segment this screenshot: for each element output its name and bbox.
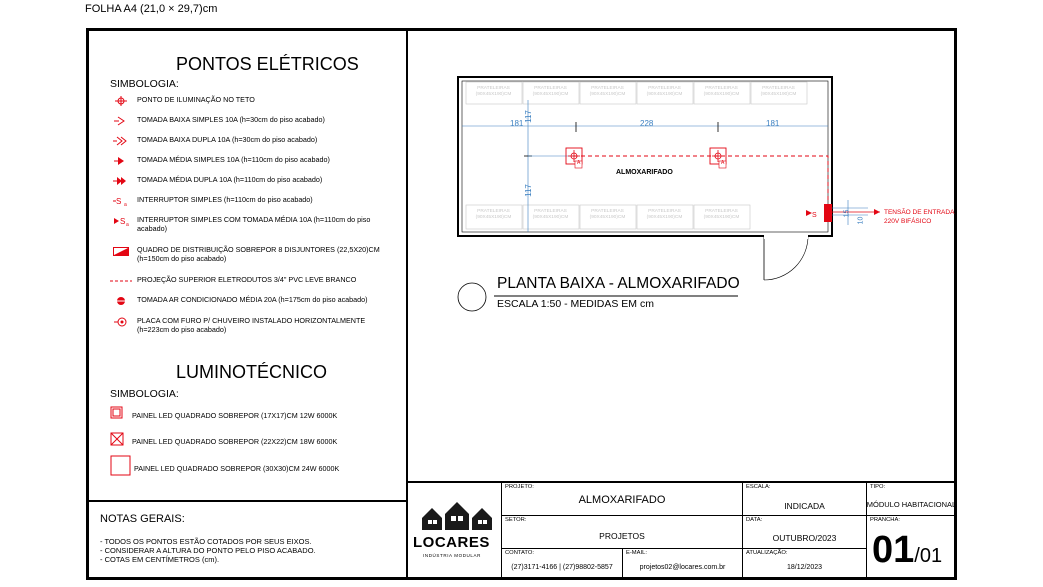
escala-value: INDICADA xyxy=(784,501,825,511)
shelf-label: PRATELEIRAS (90X45X190)CM xyxy=(532,86,569,97)
shelf-label: PRATELEIRAS (90X45X190)CM xyxy=(703,86,740,97)
atualizacao-label: ATUALIZAÇÃO: xyxy=(746,550,788,556)
light-point-icon xyxy=(110,96,132,106)
shelf-label: PRATELEIRAS (90X45X190)CM xyxy=(589,86,626,97)
legend-row xyxy=(110,317,397,334)
shelf-label: PRATELEIRAS (90X45X190)CM xyxy=(703,209,740,220)
prancha-num: 01 xyxy=(872,529,915,571)
dim-side-b: 10 xyxy=(857,216,865,225)
prancha-label: PRANCHA: xyxy=(870,517,900,523)
room-label: ALMOXARIFADO xyxy=(616,169,673,176)
shelf-label: PRATELEIRAS (90X45X190)CM xyxy=(589,209,626,220)
shelf-label: PRATELEIRAS (90X45X190)CM xyxy=(532,209,569,220)
projeto-label: PROJETO: xyxy=(505,484,534,490)
switch-socket-icon xyxy=(110,216,132,226)
shelf-label: PRATELEIRAS (90X45X190)CM xyxy=(475,86,512,97)
dim-v-top: 117 xyxy=(523,110,533,123)
legend-row xyxy=(110,432,337,451)
light-tag-2: A xyxy=(721,160,725,166)
switch-icon xyxy=(110,196,132,206)
shelf-label: PRATELEIRAS (90X45X190)CM xyxy=(646,209,683,220)
legend-text: PLACA COM FURO P/ CHUVEIRO INSTALADO HORIZONTALMENTE (h=223cm do piso acabado) xyxy=(137,316,366,334)
tb-v3 xyxy=(866,482,867,578)
led-panel-30-icon xyxy=(110,455,132,482)
entrada-line1: TENSÃO DE ENTRADA xyxy=(884,209,955,216)
eletricos-simbologia: SIMBOLOGIA: xyxy=(110,78,179,90)
legend-text: PONTO DE ILUMINAÇÃO NO TETO xyxy=(137,95,255,104)
atualizacao-value: 18/12/2023 xyxy=(786,564,823,571)
sheet-size-label: FOLHA A4 (21,0 × 29,7)cm xyxy=(85,3,218,15)
legend-row xyxy=(110,196,313,206)
legend-text: PAINEL LED QUADRADO SOBREPOR (22X22)CM 18W 6000K xyxy=(132,437,338,446)
notas-line: - CONSIDERAR A ALTURA DO PONTO PELO PISO ACABADO. xyxy=(100,546,316,555)
data-label: DATA: xyxy=(746,517,763,523)
luminotecnico-title: LUMINOTÉCNICO xyxy=(176,362,328,382)
plan-title: PLANTA BAIXA - ALMOXARIFADO xyxy=(497,275,740,292)
dim-right: 181 xyxy=(766,119,780,128)
legend-row xyxy=(110,276,356,286)
data-value: OUTUBRO/2023 xyxy=(772,533,837,543)
eletricos-title: PONTOS ELÉTRICOS xyxy=(176,54,359,74)
legend-row xyxy=(110,116,325,126)
entrada-line2: 220V BIFÁSICO xyxy=(884,218,932,225)
tipo-value: MÓDULO HABITACIONAL xyxy=(866,500,957,509)
socket-low-double-icon xyxy=(110,136,132,146)
tb-v4 xyxy=(622,548,623,578)
contato-value: (27)3171-4166 | (27)98802-5857 xyxy=(511,564,613,571)
svg-text:a: a xyxy=(124,202,127,206)
plan-scale: ESCALA 1:50 - MEDIDAS EM cm xyxy=(497,298,654,310)
ac-socket-icon xyxy=(110,296,132,306)
email-value: projetos02@locares.com.br xyxy=(639,564,726,571)
socket-mid-single-icon xyxy=(110,156,132,166)
light-tag-1: A xyxy=(577,160,581,166)
dim-mid: 228 xyxy=(640,119,654,128)
dim-side-a: 15 xyxy=(843,209,851,218)
legend-row xyxy=(110,136,317,146)
legend-text: TOMADA MÉDIA SIMPLES 10A (h=110cm do piso acabado) xyxy=(137,155,330,164)
legend-text: TOMADA AR CONDICIONADO MÉDIA 20A (h=175cm do piso acabado) xyxy=(137,295,368,304)
setor-label: SETOR: xyxy=(505,517,527,523)
projeto-value: ALMOXARIFADO xyxy=(578,494,666,506)
shelf-label: PRATELEIRAS (90X45X190)CM xyxy=(646,86,683,97)
legend-text: TOMADA BAIXA DUPLA 10A (h=30cm do piso acabado) xyxy=(137,135,318,144)
legend-text: INTERRUPTOR SIMPLES COM TOMADA MÉDIA 10A (h=110cm do piso acabado) xyxy=(137,215,371,233)
legend-row xyxy=(110,156,330,166)
notas-line: - TODOS OS PONTOS ESTÃO COTADOS POR SEUS EIXOS. xyxy=(100,537,312,546)
legend-row xyxy=(110,455,339,482)
title-block-top xyxy=(407,481,956,483)
legend-row xyxy=(110,176,322,186)
legend-row xyxy=(110,246,397,263)
legend-row xyxy=(110,296,368,306)
notas-title: NOTAS GERAIS: xyxy=(100,513,185,525)
dim-v-bottom: 117 xyxy=(523,184,533,197)
svg-text:S: S xyxy=(120,217,126,226)
conduit-line-icon xyxy=(110,276,132,286)
tb-h1 xyxy=(502,515,867,516)
legend-row xyxy=(110,216,397,233)
led-panel-17-icon xyxy=(110,406,124,425)
legend-row xyxy=(110,96,255,106)
shelf-label: PRATELEIRAS (90X45X190)CM xyxy=(760,86,797,97)
tb-h3 xyxy=(866,515,956,516)
logo-text: LOCARES xyxy=(413,534,490,551)
tipo-label: TIPO: xyxy=(870,484,886,490)
shelf-label: PRATELEIRAS (90X45X190)CM xyxy=(475,209,512,220)
contato-label: CONTATO: xyxy=(505,550,534,556)
dim-left: 181 xyxy=(510,119,524,128)
shower-plate-icon xyxy=(110,317,132,327)
distribution-board-icon xyxy=(110,246,132,256)
setor-value: PROJETOS xyxy=(599,531,645,541)
notas-line: - COTAS EM CENTÍMETROS (cm). xyxy=(100,555,220,564)
locares-logo-icon xyxy=(420,500,492,536)
luminotecnico-simbologia: SIMBOLOGIA: xyxy=(110,388,179,400)
legend-text: TOMADA BAIXA SIMPLES 10A (h=30cm do piso acabado) xyxy=(137,115,325,124)
email-label: E-MAIL: xyxy=(626,550,647,556)
logo-subtitle: INDÚSTRIA MODULAR xyxy=(423,553,481,558)
led-panel-22-icon xyxy=(110,432,124,451)
socket-mid-double-icon xyxy=(110,176,132,186)
legend-text: TOMADA MÉDIA DUPLA 10A (h=110cm do piso acabado) xyxy=(137,175,323,184)
prancha-number xyxy=(872,530,942,570)
legend-text: INTERRUPTOR SIMPLES (h=110cm do piso acabado) xyxy=(137,195,313,204)
legend-row xyxy=(110,406,337,425)
prancha-total: /01 xyxy=(914,545,943,567)
tb-h2 xyxy=(502,548,867,549)
notes-divider xyxy=(88,500,407,502)
escala-label: ESCALA: xyxy=(746,484,771,490)
svg-text:a: a xyxy=(126,222,129,226)
legend-text: QUADRO DE DISTRIBUIÇÃO SOBREPOR 8 DISJUNTORES (22,5X20)CM (h=150cm do piso acabado) xyxy=(137,245,380,263)
svg-text:S: S xyxy=(812,212,817,219)
legend-text: PAINEL LED QUADRADO SOBREPOR (17X17)CM 12W 6000K xyxy=(132,411,338,420)
svg-text:S: S xyxy=(116,197,122,206)
legend-text: PROJEÇÃO SUPERIOR ELETRODUTOS 3/4" PVC LEVE BRANCO xyxy=(137,275,357,284)
legend-text: PAINEL LED QUADRADO SOBREPOR (30X30)CM 24W 6000K xyxy=(134,464,340,473)
socket-low-single-icon xyxy=(110,116,132,126)
